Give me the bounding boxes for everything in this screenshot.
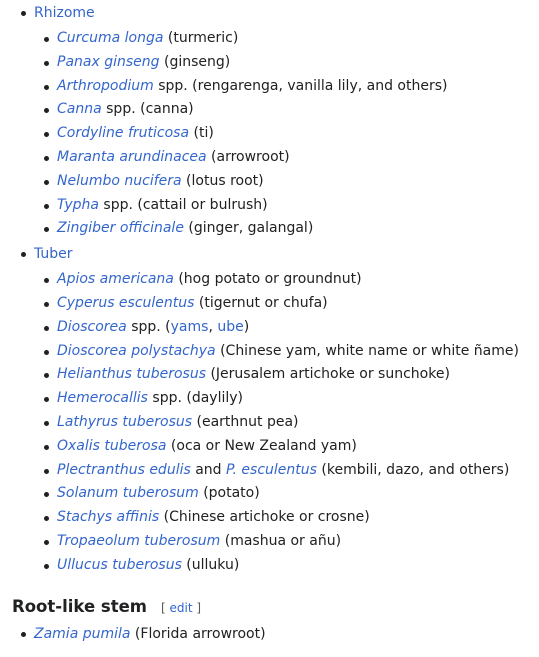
list-item bbox=[34, 387, 539, 411]
list-item bbox=[34, 146, 539, 170]
species-link[interactable]: P. esculentus bbox=[226, 461, 317, 478]
species-link[interactable]: Dioscorea polystachya bbox=[57, 342, 216, 359]
list-item bbox=[34, 122, 539, 146]
species-link[interactable]: Ullucus tuberosus bbox=[57, 556, 182, 573]
list-item bbox=[34, 170, 539, 194]
list-item bbox=[34, 363, 539, 387]
rhizome-species-list bbox=[34, 27, 539, 241]
tuber-link[interactable]: Tuber bbox=[34, 246, 73, 263]
species-note: spp. (rengarenga, vanilla lily, and others) bbox=[153, 77, 448, 94]
section-heading bbox=[12, 596, 539, 619]
species-link[interactable]: Tropaeolum tuberosum bbox=[57, 532, 221, 549]
list-item bbox=[34, 435, 539, 459]
species-note: (mashua or añu) bbox=[220, 532, 342, 549]
species-note: (Chinese yam, white name or white ñame) bbox=[215, 342, 519, 359]
separator-text: , bbox=[208, 318, 218, 335]
species-link[interactable]: Solanum tuberosum bbox=[57, 485, 199, 502]
list-item-rhizome bbox=[12, 2, 539, 241]
list-item-tuber bbox=[12, 243, 539, 577]
root-like-stem-list bbox=[12, 623, 539, 645]
species-note: (arrowroot) bbox=[206, 148, 290, 165]
species-note: (ginseng) bbox=[159, 53, 231, 70]
list-item bbox=[34, 217, 539, 241]
species-note: (ulluku) bbox=[181, 556, 240, 573]
list-item bbox=[34, 194, 539, 218]
species-link[interactable]: Panax ginseng bbox=[57, 53, 160, 70]
species-link[interactable]: Arthropodium bbox=[57, 77, 154, 94]
tuber-species-list bbox=[34, 268, 539, 577]
species-link[interactable]: Dioscorea bbox=[57, 318, 127, 335]
yams-link[interactable]: yams bbox=[170, 318, 209, 335]
species-note: and bbox=[190, 461, 227, 478]
species-note: (hog potato or groundnut) bbox=[173, 271, 362, 288]
species-note: (potato) bbox=[198, 485, 260, 502]
species-note: (tigernut or chufa) bbox=[194, 294, 328, 311]
edit-bracket-open: [ bbox=[160, 600, 170, 615]
species-note: (Chinese artichoke or crosne) bbox=[159, 509, 370, 526]
list-item bbox=[34, 340, 539, 364]
species-note: (ti) bbox=[189, 125, 214, 142]
list-item bbox=[34, 98, 539, 122]
species-link[interactable]: Nelumbo nucifera bbox=[57, 172, 182, 189]
species-link[interactable]: Curcuma longa bbox=[57, 30, 164, 46]
species-note: spp. (cattail or bulrush) bbox=[98, 196, 268, 213]
species-note: (earthnut pea) bbox=[192, 413, 299, 430]
species-link[interactable]: Cyperus esculentus bbox=[57, 294, 195, 311]
list-item bbox=[34, 316, 539, 340]
list-item bbox=[34, 482, 539, 506]
rhizome-link[interactable]: Rhizome bbox=[34, 5, 95, 21]
closing-text: ) bbox=[243, 318, 250, 335]
species-link[interactable]: Typha bbox=[57, 196, 99, 213]
list-item bbox=[34, 459, 539, 483]
list-item bbox=[34, 411, 539, 435]
species-link[interactable]: Cordyline fruticosa bbox=[57, 125, 190, 142]
ube-link[interactable]: ube bbox=[217, 318, 244, 335]
species-note: (Jerusalem artichoke or sunchoke) bbox=[206, 366, 450, 383]
species-link[interactable]: Maranta arundinacea bbox=[57, 148, 207, 165]
list-item bbox=[34, 292, 539, 316]
species-note: (Florida arrowroot) bbox=[130, 625, 266, 642]
species-link[interactable]: Zingiber officinale bbox=[57, 220, 184, 237]
list-item bbox=[34, 27, 539, 51]
edit-bracket-close: ] bbox=[192, 600, 202, 615]
species-note: (lotus root) bbox=[181, 172, 264, 189]
edit-link[interactable]: edit bbox=[169, 600, 193, 615]
species-note: spp. (daylily) bbox=[147, 390, 243, 407]
species-link[interactable]: Canna bbox=[57, 101, 102, 118]
species-note: (kembili, dazo, and others) bbox=[316, 461, 510, 478]
species-link[interactable]: Apios americana bbox=[57, 271, 174, 288]
species-note: spp. (canna) bbox=[101, 101, 194, 118]
species-link[interactable]: Plectranthus edulis bbox=[57, 461, 191, 478]
species-note: (ginger, galangal) bbox=[183, 220, 314, 237]
edit-section bbox=[161, 601, 201, 615]
species-link[interactable]: Lathyrus tuberosus bbox=[57, 413, 193, 430]
species-note: (turmeric) bbox=[163, 30, 239, 46]
list-item bbox=[34, 506, 539, 530]
species-link[interactable]: Zamia pumila bbox=[34, 625, 131, 642]
species-note: (oca or New Zealand yam) bbox=[166, 437, 357, 454]
stem-type-list bbox=[12, 2, 539, 578]
list-item bbox=[34, 530, 539, 554]
species-link[interactable]: Helianthus tuberosus bbox=[57, 366, 206, 383]
list-item bbox=[34, 268, 539, 292]
list-item bbox=[34, 554, 539, 578]
list-item bbox=[12, 623, 539, 645]
species-note: spp. ( bbox=[126, 318, 171, 335]
list-item bbox=[34, 51, 539, 75]
list-item bbox=[34, 75, 539, 99]
species-link[interactable]: Oxalis tuberosa bbox=[57, 437, 167, 454]
species-link[interactable]: Stachys affinis bbox=[57, 509, 160, 526]
section-title: Root-like stem bbox=[12, 596, 147, 616]
species-link[interactable]: Hemerocallis bbox=[57, 390, 148, 407]
